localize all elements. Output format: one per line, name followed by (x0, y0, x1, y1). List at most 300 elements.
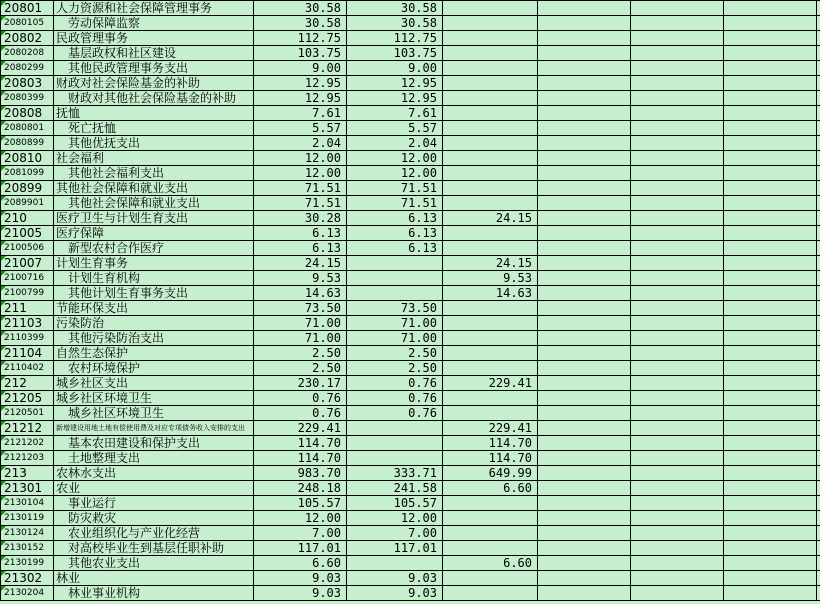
cell-code[interactable]: 2081099 (1, 166, 54, 181)
cell-total[interactable]: 9.00 (254, 61, 347, 76)
cell-project[interactable] (443, 226, 538, 241)
cell-basic[interactable]: 6.13 (347, 226, 443, 241)
cell-empty[interactable] (724, 136, 817, 151)
cell-empty[interactable] (538, 106, 631, 121)
cell-total[interactable]: 71.00 (254, 331, 347, 346)
cell-code[interactable]: 20808 (1, 106, 54, 121)
cell-project[interactable] (443, 406, 538, 421)
cell-name[interactable]: 农业 (54, 481, 254, 496)
cell-empty[interactable] (538, 526, 631, 541)
cell-total[interactable]: 71.00 (254, 316, 347, 331)
cell-total[interactable]: 24.15 (254, 256, 347, 271)
cell-empty[interactable] (631, 556, 724, 571)
cell-total[interactable]: 73.50 (254, 301, 347, 316)
cell-empty[interactable] (631, 226, 724, 241)
cell-empty[interactable] (631, 31, 724, 46)
cell-empty[interactable] (538, 121, 631, 136)
cell-total[interactable]: 114.70 (254, 451, 347, 466)
cell-empty[interactable] (724, 331, 817, 346)
cell-code[interactable]: 20801 (1, 1, 54, 16)
cell-code[interactable]: 2100506 (1, 241, 54, 256)
cell-name[interactable]: 农林水支出 (54, 466, 254, 481)
cell-total[interactable]: 2.04 (254, 136, 347, 151)
cell-empty[interactable] (631, 391, 724, 406)
cell-code[interactable]: 20810 (1, 151, 54, 166)
cell-empty[interactable] (817, 361, 820, 376)
cell-empty[interactable] (538, 421, 631, 436)
cell-project[interactable] (443, 316, 538, 331)
cell-empty[interactable] (817, 61, 820, 76)
cell-total[interactable]: 5.57 (254, 121, 347, 136)
cell-empty[interactable] (538, 1, 631, 16)
cell-empty[interactable] (538, 316, 631, 331)
cell-basic[interactable]: 9.03 (347, 571, 443, 586)
cell-empty[interactable] (631, 496, 724, 511)
cell-name[interactable]: 财政对社会保险基金的补助 (54, 76, 254, 91)
cell-total[interactable]: 12.95 (254, 91, 347, 106)
cell-total[interactable]: 9.03 (254, 571, 347, 586)
cell-name[interactable]: 劳动保障监察 (54, 16, 254, 31)
cell-empty[interactable] (817, 511, 820, 526)
cell-empty[interactable] (631, 136, 724, 151)
cell-basic[interactable]: 12.00 (347, 151, 443, 166)
cell-project[interactable] (443, 151, 538, 166)
cell-total[interactable]: 9.53 (254, 271, 347, 286)
cell-empty[interactable] (724, 511, 817, 526)
cell-empty[interactable] (538, 46, 631, 61)
cell-basic[interactable] (347, 286, 443, 301)
cell-total[interactable]: 117.01 (254, 541, 347, 556)
cell-empty[interactable] (724, 31, 817, 46)
cell-empty[interactable] (538, 271, 631, 286)
cell-empty[interactable] (817, 316, 820, 331)
cell-empty[interactable] (538, 481, 631, 496)
cell-empty[interactable] (724, 181, 817, 196)
cell-empty[interactable] (724, 526, 817, 541)
cell-empty[interactable] (817, 376, 820, 391)
cell-code[interactable]: 2110402 (1, 361, 54, 376)
cell-total[interactable]: 0.76 (254, 391, 347, 406)
cell-total[interactable]: 103.75 (254, 46, 347, 61)
cell-empty[interactable] (817, 346, 820, 361)
cell-code[interactable]: 21005 (1, 226, 54, 241)
cell-project[interactable] (443, 1, 538, 16)
cell-project[interactable] (443, 526, 538, 541)
cell-empty[interactable] (817, 16, 820, 31)
cell-name[interactable]: 计划生育机构 (54, 271, 254, 286)
cell-code[interactable]: 212 (1, 376, 54, 391)
cell-empty[interactable] (724, 61, 817, 76)
cell-empty[interactable] (817, 286, 820, 301)
cell-empty[interactable] (538, 196, 631, 211)
cell-total[interactable]: 9.03 (254, 586, 347, 601)
cell-total[interactable]: 6.60 (254, 556, 347, 571)
cell-basic[interactable]: 0.76 (347, 391, 443, 406)
cell-code[interactable]: 2080899 (1, 136, 54, 151)
cell-code[interactable]: 2080299 (1, 61, 54, 76)
cell-name[interactable]: 防灾救灾 (54, 511, 254, 526)
cell-basic[interactable]: 12.95 (347, 76, 443, 91)
cell-total[interactable]: 12.95 (254, 76, 347, 91)
cell-basic[interactable]: 30.58 (347, 1, 443, 16)
cell-code[interactable]: 2110399 (1, 331, 54, 346)
cell-project[interactable] (443, 346, 538, 361)
cell-project[interactable]: 114.70 (443, 436, 538, 451)
cell-empty[interactable] (631, 331, 724, 346)
cell-total[interactable]: 2.50 (254, 346, 347, 361)
cell-project[interactable] (443, 76, 538, 91)
cell-empty[interactable] (631, 526, 724, 541)
cell-code[interactable]: 2130104 (1, 496, 54, 511)
cell-empty[interactable] (538, 346, 631, 361)
cell-basic[interactable]: 105.57 (347, 496, 443, 511)
cell-total[interactable]: 30.58 (254, 16, 347, 31)
cell-code[interactable]: 21205 (1, 391, 54, 406)
cell-empty[interactable] (724, 466, 817, 481)
cell-project[interactable] (443, 196, 538, 211)
cell-basic[interactable]: 103.75 (347, 46, 443, 61)
cell-name[interactable]: 农村环境保护 (54, 361, 254, 376)
cell-total[interactable]: 0.76 (254, 406, 347, 421)
cell-empty[interactable] (538, 31, 631, 46)
cell-name[interactable]: 土地整理支出 (54, 451, 254, 466)
cell-name[interactable]: 医疗保障 (54, 226, 254, 241)
cell-project[interactable] (443, 181, 538, 196)
cell-empty[interactable] (724, 541, 817, 556)
cell-empty[interactable] (817, 256, 820, 271)
cell-empty[interactable] (724, 76, 817, 91)
cell-empty[interactable] (724, 451, 817, 466)
cell-code[interactable]: 21212 (1, 421, 54, 436)
cell-basic[interactable]: 2.50 (347, 361, 443, 376)
cell-empty[interactable] (817, 91, 820, 106)
cell-total[interactable]: 71.51 (254, 181, 347, 196)
cell-total[interactable]: 6.13 (254, 226, 347, 241)
cell-name[interactable]: 民政管理事务 (54, 31, 254, 46)
cell-empty[interactable] (631, 511, 724, 526)
cell-empty[interactable] (538, 451, 631, 466)
cell-name[interactable]: 社会福利 (54, 151, 254, 166)
cell-name[interactable]: 财政对其他社会保险基金的补助 (54, 91, 254, 106)
cell-basic[interactable]: 0.76 (347, 406, 443, 421)
cell-empty[interactable] (538, 151, 631, 166)
cell-empty[interactable] (538, 166, 631, 181)
cell-total[interactable]: 229.41 (254, 421, 347, 436)
cell-code[interactable]: 210 (1, 211, 54, 226)
cell-name[interactable]: 其他社会保障和就业支出 (54, 181, 254, 196)
cell-empty[interactable] (631, 361, 724, 376)
cell-empty[interactable] (817, 481, 820, 496)
cell-project[interactable]: 114.70 (443, 451, 538, 466)
cell-basic[interactable]: 9.03 (347, 586, 443, 601)
cell-total[interactable]: 14.63 (254, 286, 347, 301)
cell-name[interactable]: 事业运行 (54, 496, 254, 511)
cell-empty[interactable] (817, 241, 820, 256)
cell-basic[interactable]: 0.76 (347, 376, 443, 391)
cell-empty[interactable] (724, 586, 817, 601)
cell-project[interactable] (443, 16, 538, 31)
cell-basic[interactable]: 6.13 (347, 211, 443, 226)
cell-empty[interactable] (724, 316, 817, 331)
cell-basic[interactable]: 7.00 (347, 526, 443, 541)
cell-empty[interactable] (724, 241, 817, 256)
cell-empty[interactable] (538, 331, 631, 346)
cell-empty[interactable] (817, 421, 820, 436)
cell-project[interactable] (443, 241, 538, 256)
cell-basic[interactable] (347, 556, 443, 571)
cell-empty[interactable] (817, 331, 820, 346)
cell-project[interactable] (443, 511, 538, 526)
cell-project[interactable]: 6.60 (443, 481, 538, 496)
cell-empty[interactable] (724, 91, 817, 106)
cell-total[interactable]: 12.00 (254, 151, 347, 166)
cell-code[interactable]: 20802 (1, 31, 54, 46)
cell-total[interactable]: 112.75 (254, 31, 347, 46)
cell-project[interactable] (443, 61, 538, 76)
cell-empty[interactable] (724, 406, 817, 421)
cell-project[interactable] (443, 391, 538, 406)
cell-empty[interactable] (538, 571, 631, 586)
cell-name[interactable]: 计划生育事务 (54, 256, 254, 271)
cell-empty[interactable] (538, 541, 631, 556)
cell-empty[interactable] (817, 571, 820, 586)
cell-empty[interactable] (817, 151, 820, 166)
cell-empty[interactable] (538, 376, 631, 391)
cell-empty[interactable] (724, 271, 817, 286)
cell-empty[interactable] (817, 181, 820, 196)
cell-empty[interactable] (817, 121, 820, 136)
cell-project[interactable] (443, 31, 538, 46)
cell-basic[interactable]: 71.51 (347, 196, 443, 211)
cell-empty[interactable] (724, 16, 817, 31)
cell-empty[interactable] (724, 481, 817, 496)
cell-empty[interactable] (631, 346, 724, 361)
cell-empty[interactable] (631, 316, 724, 331)
cell-basic[interactable] (347, 436, 443, 451)
cell-empty[interactable] (817, 166, 820, 181)
cell-basic[interactable]: 73.50 (347, 301, 443, 316)
cell-total[interactable]: 6.13 (254, 241, 347, 256)
cell-empty[interactable] (817, 496, 820, 511)
cell-name[interactable]: 抚恤 (54, 106, 254, 121)
cell-basic[interactable]: 12.95 (347, 91, 443, 106)
cell-empty[interactable] (817, 526, 820, 541)
cell-empty[interactable] (631, 181, 724, 196)
cell-empty[interactable] (724, 361, 817, 376)
cell-empty[interactable] (724, 391, 817, 406)
cell-empty[interactable] (538, 496, 631, 511)
cell-empty[interactable] (817, 226, 820, 241)
cell-basic[interactable]: 7.61 (347, 106, 443, 121)
cell-project[interactable]: 6.60 (443, 556, 538, 571)
cell-empty[interactable] (631, 466, 724, 481)
cell-basic[interactable]: 9.00 (347, 61, 443, 76)
cell-project[interactable] (443, 331, 538, 346)
cell-code[interactable]: 2130124 (1, 526, 54, 541)
cell-basic[interactable]: 30.58 (347, 16, 443, 31)
cell-empty[interactable] (631, 76, 724, 91)
cell-empty[interactable] (724, 571, 817, 586)
cell-total[interactable]: 114.70 (254, 436, 347, 451)
cell-project[interactable] (443, 136, 538, 151)
cell-empty[interactable] (538, 16, 631, 31)
cell-project[interactable] (443, 46, 538, 61)
cell-empty[interactable] (538, 511, 631, 526)
cell-empty[interactable] (631, 286, 724, 301)
cell-empty[interactable] (631, 481, 724, 496)
cell-empty[interactable] (724, 436, 817, 451)
cell-project[interactable]: 9.53 (443, 271, 538, 286)
cell-code[interactable]: 2121203 (1, 451, 54, 466)
cell-empty[interactable] (724, 301, 817, 316)
cell-empty[interactable] (724, 226, 817, 241)
cell-name[interactable]: 对高校毕业生到基层任职补助 (54, 541, 254, 556)
cell-empty[interactable] (631, 571, 724, 586)
cell-name[interactable]: 自然生态保护 (54, 346, 254, 361)
cell-total[interactable]: 12.00 (254, 511, 347, 526)
cell-name[interactable]: 其他计划生育事务支出 (54, 286, 254, 301)
cell-empty[interactable] (817, 76, 820, 91)
cell-empty[interactable] (538, 361, 631, 376)
cell-empty[interactable] (817, 451, 820, 466)
cell-code[interactable]: 21103 (1, 316, 54, 331)
cell-empty[interactable] (631, 436, 724, 451)
cell-empty[interactable] (631, 376, 724, 391)
cell-empty[interactable] (631, 196, 724, 211)
cell-empty[interactable] (538, 406, 631, 421)
cell-project[interactable]: 229.41 (443, 421, 538, 436)
cell-total[interactable]: 230.17 (254, 376, 347, 391)
cell-basic[interactable]: 117.01 (347, 541, 443, 556)
cell-name[interactable]: 其他民政管理事务支出 (54, 61, 254, 76)
cell-basic[interactable]: 333.71 (347, 466, 443, 481)
cell-name[interactable]: 林业事业机构 (54, 586, 254, 601)
cell-name[interactable]: 其他社会福利支出 (54, 166, 254, 181)
cell-empty[interactable] (631, 586, 724, 601)
cell-total[interactable]: 30.58 (254, 1, 347, 16)
cell-empty[interactable] (817, 136, 820, 151)
cell-total[interactable]: 12.00 (254, 166, 347, 181)
cell-empty[interactable] (724, 421, 817, 436)
cell-code[interactable]: 2100716 (1, 271, 54, 286)
cell-basic[interactable]: 2.50 (347, 346, 443, 361)
cell-empty[interactable] (631, 271, 724, 286)
cell-code[interactable]: 213 (1, 466, 54, 481)
cell-empty[interactable] (631, 106, 724, 121)
cell-empty[interactable] (817, 586, 820, 601)
cell-code[interactable]: 2130152 (1, 541, 54, 556)
cell-project[interactable] (443, 106, 538, 121)
cell-total[interactable]: 2.50 (254, 361, 347, 376)
cell-basic[interactable]: 241.58 (347, 481, 443, 496)
cell-empty[interactable] (817, 46, 820, 61)
cell-code[interactable]: 2130119 (1, 511, 54, 526)
cell-total[interactable]: 71.51 (254, 196, 347, 211)
cell-total[interactable]: 7.00 (254, 526, 347, 541)
cell-empty[interactable] (538, 556, 631, 571)
cell-empty[interactable] (817, 406, 820, 421)
cell-code[interactable]: 2080208 (1, 46, 54, 61)
cell-empty[interactable] (538, 586, 631, 601)
cell-name[interactable]: 其他农业支出 (54, 556, 254, 571)
cell-code[interactable]: 21104 (1, 346, 54, 361)
cell-basic[interactable]: 12.00 (347, 511, 443, 526)
cell-empty[interactable] (538, 256, 631, 271)
cell-empty[interactable] (538, 211, 631, 226)
cell-empty[interactable] (724, 151, 817, 166)
cell-empty[interactable] (631, 421, 724, 436)
cell-empty[interactable] (724, 166, 817, 181)
cell-project[interactable] (443, 301, 538, 316)
cell-empty[interactable] (817, 541, 820, 556)
cell-empty[interactable] (631, 211, 724, 226)
cell-basic[interactable]: 2.04 (347, 136, 443, 151)
cell-project[interactable] (443, 166, 538, 181)
cell-empty[interactable] (724, 211, 817, 226)
cell-name[interactable]: 城乡社区环境卫生 (54, 406, 254, 421)
cell-empty[interactable] (724, 106, 817, 121)
cell-name[interactable]: 死亡抚恤 (54, 121, 254, 136)
cell-name[interactable]: 其他优抚支出 (54, 136, 254, 151)
cell-code[interactable]: 2080105 (1, 16, 54, 31)
cell-code[interactable]: 20899 (1, 181, 54, 196)
cell-code[interactable]: 2120501 (1, 406, 54, 421)
cell-name[interactable]: 基本农田建设和保护支出 (54, 436, 254, 451)
cell-empty[interactable] (817, 436, 820, 451)
cell-basic[interactable]: 71.51 (347, 181, 443, 196)
cell-empty[interactable] (724, 121, 817, 136)
cell-basic[interactable]: 71.00 (347, 331, 443, 346)
cell-total[interactable]: 983.70 (254, 466, 347, 481)
cell-empty[interactable] (817, 301, 820, 316)
cell-empty[interactable] (631, 406, 724, 421)
cell-code[interactable]: 2089901 (1, 196, 54, 211)
cell-total[interactable]: 7.61 (254, 106, 347, 121)
cell-empty[interactable] (631, 61, 724, 76)
cell-code[interactable]: 21302 (1, 571, 54, 586)
cell-project[interactable] (443, 496, 538, 511)
cell-name[interactable]: 新增建设用地土地有偿使用费及对应专项债务收入安排的支出 (54, 421, 254, 436)
cell-empty[interactable] (631, 166, 724, 181)
cell-code[interactable]: 20803 (1, 76, 54, 91)
cell-empty[interactable] (538, 136, 631, 151)
cell-empty[interactable] (817, 31, 820, 46)
cell-empty[interactable] (538, 286, 631, 301)
cell-code[interactable]: 2080801 (1, 121, 54, 136)
cell-empty[interactable] (631, 91, 724, 106)
cell-empty[interactable] (538, 76, 631, 91)
cell-empty[interactable] (538, 241, 631, 256)
cell-empty[interactable] (538, 226, 631, 241)
cell-empty[interactable] (631, 541, 724, 556)
cell-empty[interactable] (631, 121, 724, 136)
cell-empty[interactable] (631, 301, 724, 316)
cell-empty[interactable] (724, 196, 817, 211)
cell-empty[interactable] (631, 451, 724, 466)
cell-empty[interactable] (724, 556, 817, 571)
cell-basic[interactable] (347, 256, 443, 271)
cell-empty[interactable] (631, 46, 724, 61)
cell-project[interactable]: 14.63 (443, 286, 538, 301)
cell-name[interactable]: 人力资源和社会保障管理事务 (54, 1, 254, 16)
cell-empty[interactable] (631, 1, 724, 16)
cell-project[interactable] (443, 541, 538, 556)
cell-empty[interactable] (817, 1, 820, 16)
cell-name[interactable]: 城乡社区支出 (54, 376, 254, 391)
cell-name[interactable]: 医疗卫生与计划生育支出 (54, 211, 254, 226)
cell-total[interactable]: 30.28 (254, 211, 347, 226)
cell-empty[interactable] (631, 16, 724, 31)
